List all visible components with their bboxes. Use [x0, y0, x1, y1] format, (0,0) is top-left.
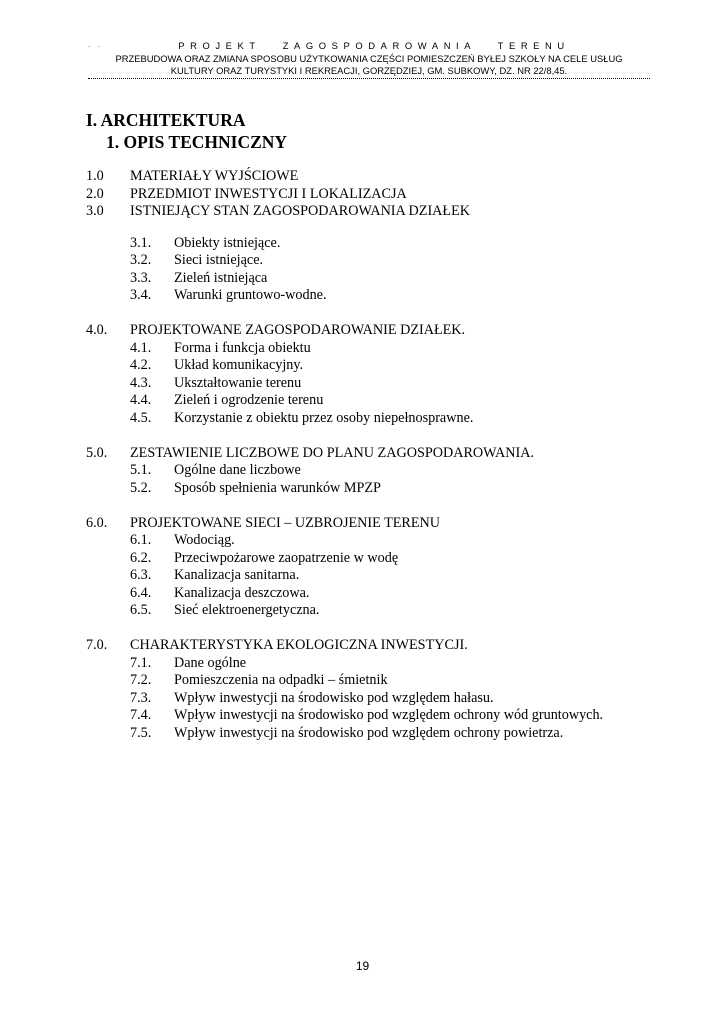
toc-label: Sieci istniejące. — [174, 252, 264, 268]
toc-label: Przeciwpożarowe zaopatrzenie w wodę — [174, 549, 399, 566]
toc-number: 7.0. — [86, 637, 108, 653]
toc-item — [86, 550, 603, 568]
toc-number: 2.0 — [86, 185, 104, 202]
toc-item — [86, 707, 603, 725]
toc-label: Zieleń istniejąca — [174, 269, 268, 286]
toc-label: Korzystanie z obiektu przez osoby niepełnosprawne. — [174, 409, 474, 426]
toc-label: Ukształtowanie terenu — [174, 374, 302, 391]
toc-number: 6.4. — [130, 584, 152, 601]
document-header — [88, 40, 650, 78]
toc-item — [86, 567, 603, 585]
toc-section-2 — [86, 186, 603, 204]
toc-label: Obiekty istniejące. — [174, 234, 281, 251]
toc-number: 4.2. — [130, 357, 152, 373]
toc-item — [86, 690, 603, 708]
toc-label: Kanalizacja sanitarna. — [174, 567, 300, 583]
toc-section-6 — [86, 515, 603, 533]
toc-item — [86, 235, 603, 253]
toc-number: 6.3. — [130, 567, 152, 583]
toc-section-3 — [86, 203, 603, 221]
toc-label: Wpływ inwestycji na środowisko pod względem ochrony wód gruntowych. — [174, 707, 604, 723]
toc-section-7 — [86, 637, 603, 655]
header-line-3: KULTURY ORAZ TURYSTYKI I REKREACJI, GORZĘDZIEJ, GM. SUBKOWY, DZ. NR 22/8,45. — [170, 65, 568, 76]
toc-item — [86, 357, 603, 375]
toc-item — [86, 532, 603, 550]
toc-label: PRZEDMIOT INWESTYCJI I LOKALIZACJA — [130, 185, 407, 202]
toc-label: Sieć elektroenergetyczna. — [174, 602, 320, 618]
toc-item — [86, 252, 603, 270]
toc-label: Kanalizacja deszczowa. — [174, 584, 310, 601]
toc-number: 4.4. — [130, 392, 152, 408]
toc-label: Wpływ inwestycji na środowisko pod względem hałasu. — [174, 689, 494, 706]
toc-label: Pomieszczenia na odpadki – śmietnik — [174, 672, 388, 688]
toc-number: 5.0. — [86, 444, 108, 461]
toc-item — [86, 375, 603, 393]
toc-label: PROJEKTOWANE ZAGOSPODAROWANIE DZIAŁEK. — [130, 322, 466, 338]
toc-item — [86, 270, 603, 288]
toc-number: 6.5. — [130, 602, 152, 618]
toc-label: Wpływ inwestycji na środowisko pod względem ochrony powietrza. — [174, 724, 564, 741]
header-divider — [88, 78, 650, 79]
toc-item — [86, 340, 603, 358]
toc-number: 6.2. — [130, 549, 152, 566]
toc-label: ZESTAWIENIE LICZBOWE DO PLANU ZAGOSPODAROWANIA. — [130, 444, 534, 461]
page-number: 19 — [355, 959, 370, 973]
toc-label: Zieleń i ogrodzenie terenu — [174, 392, 324, 408]
toc-item — [86, 725, 603, 743]
toc-item — [86, 392, 603, 410]
toc-item — [86, 655, 603, 673]
toc-number: 5.1. — [130, 462, 152, 478]
toc-number: 6.0. — [86, 514, 108, 531]
toc-number: 1.0 — [86, 168, 104, 184]
toc-section-5 — [86, 445, 603, 463]
toc-item — [86, 462, 603, 480]
header-line-2: PRZEBUDOWA ORAZ ZMIANA SPOSOBU UŻYTKOWANIA CZĘŚCI POMIESZCZEŃ BYŁEJ SZKOŁY NA CELE USŁUG — [115, 52, 623, 64]
toc-number: 4.3. — [130, 374, 152, 391]
toc-number: 3.2. — [130, 252, 152, 268]
toc-number: 5.2. — [130, 479, 152, 496]
toc-number: 7.2. — [130, 672, 152, 688]
toc-item — [86, 480, 603, 498]
toc-number: 3.1. — [130, 234, 152, 251]
header-project-title: PROJEKT ZAGOSPODAROWANIA TERENU — [178, 40, 570, 51]
toc-number: 3.4. — [130, 287, 152, 303]
toc-number: 7.5. — [130, 724, 152, 741]
toc-number: 7.4. — [130, 707, 152, 723]
toc-number: 4.5. — [130, 409, 152, 426]
toc-label: Warunki gruntowo-wodne. — [174, 287, 327, 303]
toc-section-4 — [86, 322, 603, 340]
toc-label: Układ komunikacyjny. — [174, 357, 304, 373]
toc-label: MATERIAŁY WYJŚCIOWE — [130, 168, 299, 184]
toc-item — [86, 585, 603, 603]
toc-label: ISTNIEJĄCY STAN ZAGOSPODAROWANIA DZIAŁEK — [130, 203, 471, 219]
section-title: 1. OPIS TECHNICZNY — [106, 132, 288, 152]
toc-number: 3.3. — [130, 269, 152, 286]
toc-number: 7.3. — [130, 689, 152, 706]
toc-item — [86, 672, 603, 690]
toc-number: 6.1. — [130, 532, 152, 548]
table-of-contents — [86, 168, 603, 742]
toc-item — [86, 602, 603, 620]
toc-label: Wodociąg. — [174, 532, 235, 548]
toc-item — [86, 410, 603, 428]
toc-number: 4.1. — [130, 339, 152, 356]
toc-label: Sposób spełnienia warunków MPZP — [174, 479, 381, 496]
toc-label: Ogólne dane liczbowe — [174, 462, 301, 478]
toc-label: PROJEKTOWANE SIECI – UZBROJENIE TERENU — [130, 514, 441, 531]
toc-number: 3.0 — [86, 203, 104, 219]
toc-label: Forma i funkcja obiektu — [174, 339, 311, 356]
toc-number: 4.0. — [86, 322, 108, 338]
header-dots: . . — [88, 42, 103, 49]
toc-item — [86, 287, 603, 305]
chapter-title: I. ARCHITEKTURA — [86, 110, 246, 130]
toc-label: Dane ogólne — [174, 654, 247, 671]
toc-number: 7.1. — [130, 654, 152, 671]
toc-section-1 — [86, 168, 603, 186]
toc-label: CHARAKTERYSTYKA EKOLOGICZNA INWESTYCJI. — [130, 637, 468, 653]
